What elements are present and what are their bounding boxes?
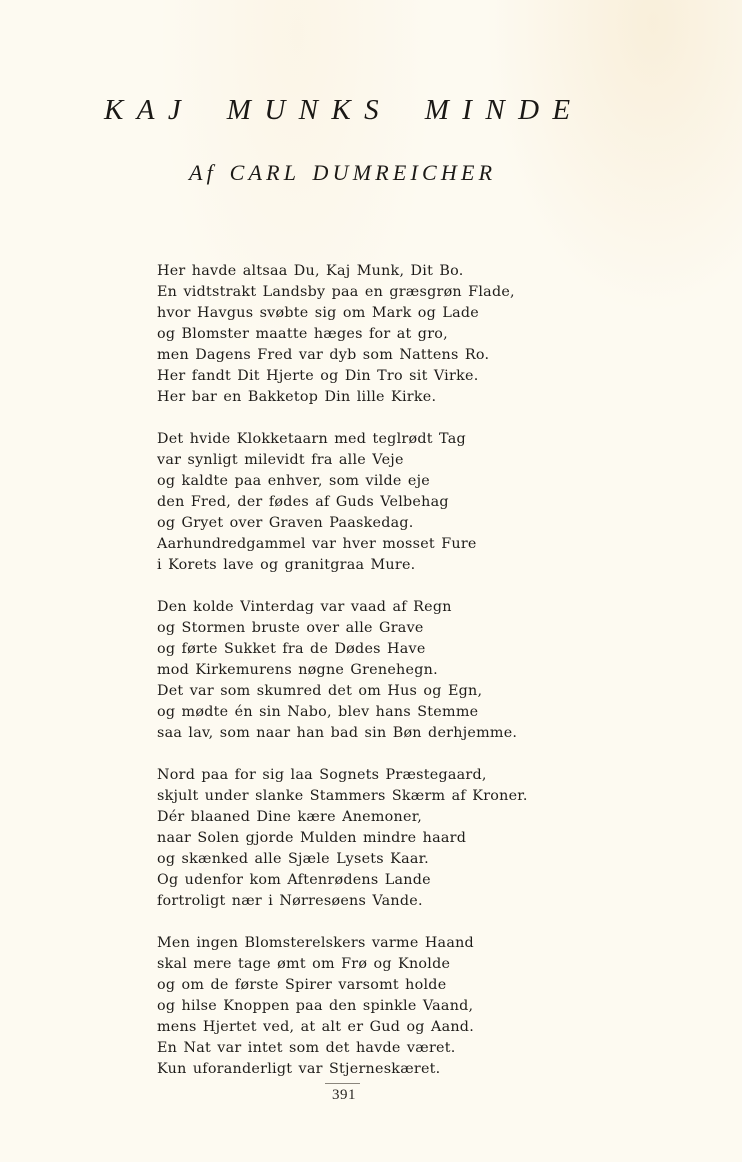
poem-line: og mødte én sin Nabo, blev hans Stemme xyxy=(157,704,479,720)
poem-line: naar Solen gjorde Mulden mindre haard xyxy=(157,830,467,846)
poem-line: i Korets lave og granitgraa Mure. xyxy=(157,557,416,573)
poem-line: Kun uforanderligt var Stjerneskæret. xyxy=(157,1061,441,1077)
poem-line: Nord paa for sig laa Sognets Præstegaard, xyxy=(157,767,487,783)
stanza-2 xyxy=(157,429,528,576)
poem-line: og skænked alle Sjæle Lysets Kaar. xyxy=(157,851,429,867)
poem-line: Dér blaaned Dine kære Anemoner, xyxy=(157,809,423,825)
poem-body xyxy=(157,261,528,1080)
poem-line: Men ingen Blomsterelskers varme Haand xyxy=(157,935,474,951)
poem-line: mod Kirkemurens nøgne Grenehegn. xyxy=(157,662,438,678)
poem-line: saa lav, som naar han bad sin Bøn derhjemme. xyxy=(157,725,518,741)
poem-line: Her havde altsaa Du, Kaj Munk, Dit Bo. xyxy=(157,263,464,279)
page-number-rule xyxy=(325,1083,360,1084)
poem-line: Og udenfor kom Aftenrødens Lande xyxy=(157,872,431,888)
poem-line: Her bar en Bakketop Din lille Kirke. xyxy=(157,389,437,405)
poem-line: og kaldte paa enhver, som vilde eje xyxy=(157,473,431,489)
poem-line: Det hvide Klokketaarn med teglrødt Tag xyxy=(157,431,466,447)
poem-line: og om de første Spirer varsomt holde xyxy=(157,977,447,993)
poem-line: Det var som skumred det om Hus og Egn, xyxy=(157,683,483,699)
poem-line: Den kolde Vinterdag var vaad af Regn xyxy=(157,599,452,615)
poem-line: Her fandt Dit Hjerte og Din Tro sit Virke. xyxy=(157,368,479,384)
poem-line: var synligt milevidt fra alle Veje xyxy=(157,452,404,468)
poem-line: Aarhundredgammel var hver mosset Fure xyxy=(157,536,477,552)
poem-line: den Fred, der fødes af Guds Velbehag xyxy=(157,494,449,510)
poem-line: skjult under slanke Stammers Skærm af Kroner. xyxy=(157,788,528,804)
poem-line: skal mere tage ømt om Frø og Knolde xyxy=(157,956,451,972)
poem-title: KAJ MUNKS MINDE xyxy=(104,94,584,126)
poem-line: og Blomster maatte hæges for at gro, xyxy=(157,326,448,342)
poem-line: hvor Havgus svøbte sig om Mark og Lade xyxy=(157,305,479,321)
stanza-4 xyxy=(157,765,528,912)
stanza-5 xyxy=(157,933,528,1080)
poem-line: En vidtstrakt Landsby paa en græsgrøn Flade, xyxy=(157,284,515,300)
poem-line: mens Hjertet ved, at alt er Gud og Aand. xyxy=(157,1019,474,1035)
poem-line: og Gryet over Graven Paaskedag. xyxy=(157,515,414,531)
author-byline: Af CARL DUMREICHER xyxy=(189,160,497,185)
page-number: 391 xyxy=(332,1087,356,1103)
stanza-1 xyxy=(157,261,528,408)
poem-line: En Nat var intet som det havde været. xyxy=(157,1040,456,1056)
poem-line: og Stormen bruste over alle Grave xyxy=(157,620,424,636)
poem-line: fortroligt nær i Nørresøens Vande. xyxy=(157,893,423,909)
poem-line: og hilse Knoppen paa den spinkle Vaand, xyxy=(157,998,474,1014)
poem-line: og førte Sukket fra de Dødes Have xyxy=(157,641,426,657)
poem-line: men Dagens Fred var dyb som Nattens Ro. xyxy=(157,347,490,363)
stanza-3 xyxy=(157,597,528,744)
